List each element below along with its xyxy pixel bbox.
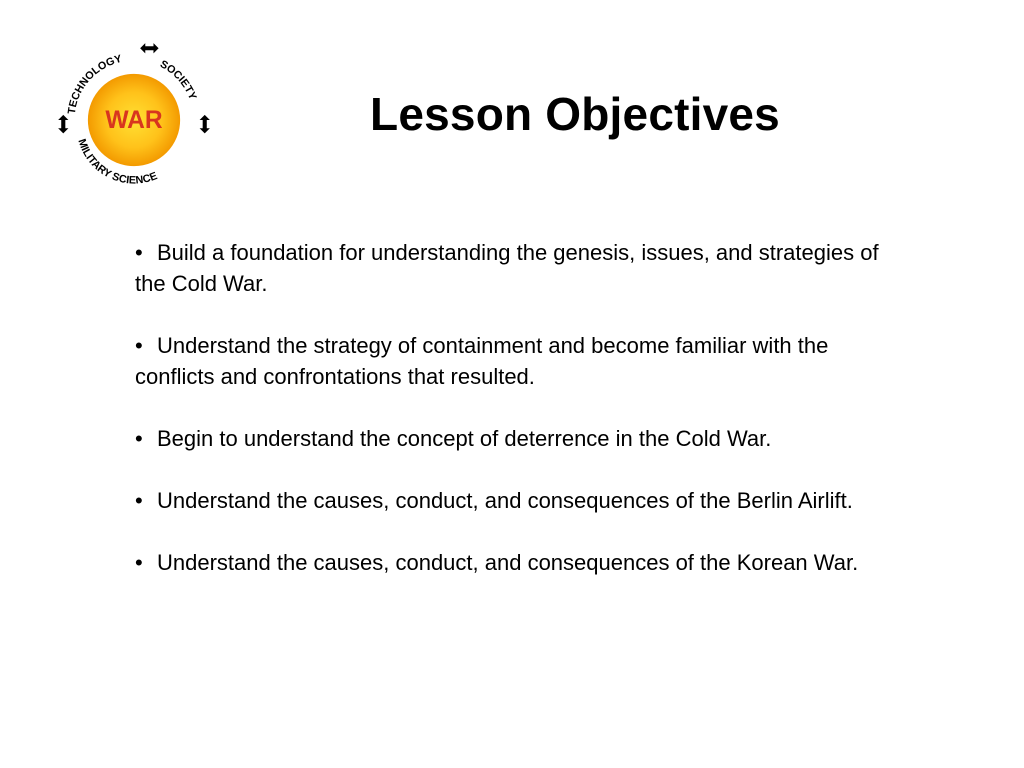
- objective-item: [135, 423, 895, 454]
- objective-text: Understand the strategy of containment and become familiar with the conflicts and confrontations that resulted.: [135, 333, 829, 389]
- bullet: •: [135, 550, 143, 575]
- objective-text: Understand the causes, conduct, and consequences of the Berlin Airlift.: [157, 488, 853, 513]
- war-logo: [52, 38, 216, 202]
- logo-ring-top-text: TECHNOLOGY: [65, 52, 124, 115]
- bullet: •: [135, 333, 143, 358]
- objective-text: Build a foundation for understanding the genesis, issues, and strategies of the Cold War.: [135, 240, 879, 296]
- bullet: •: [135, 240, 143, 265]
- objectives-list: [135, 237, 895, 609]
- swap-arrow-icon: [200, 115, 210, 133]
- objective-item: [135, 547, 895, 578]
- slide-title: Lesson Objectives: [370, 88, 780, 140]
- objective-item: [135, 330, 895, 392]
- logo-ring-top-right-text: SOCIETY: [157, 58, 199, 102]
- logo-ring-bottom-text: MILITARY SCIENCE: [75, 137, 160, 187]
- objective-text: Understand the causes, conduct, and consequences of the Korean War.: [157, 550, 859, 575]
- objective-item: [135, 237, 895, 299]
- swap-arrow-icon: [140, 43, 158, 53]
- swap-arrow-icon: [58, 115, 68, 133]
- bullet: •: [135, 426, 143, 451]
- bullet: •: [135, 488, 143, 513]
- objective-text: Begin to understand the concept of deterrence in the Cold War.: [157, 426, 772, 451]
- objective-item: [135, 485, 895, 516]
- logo-war-text: WAR: [105, 107, 163, 135]
